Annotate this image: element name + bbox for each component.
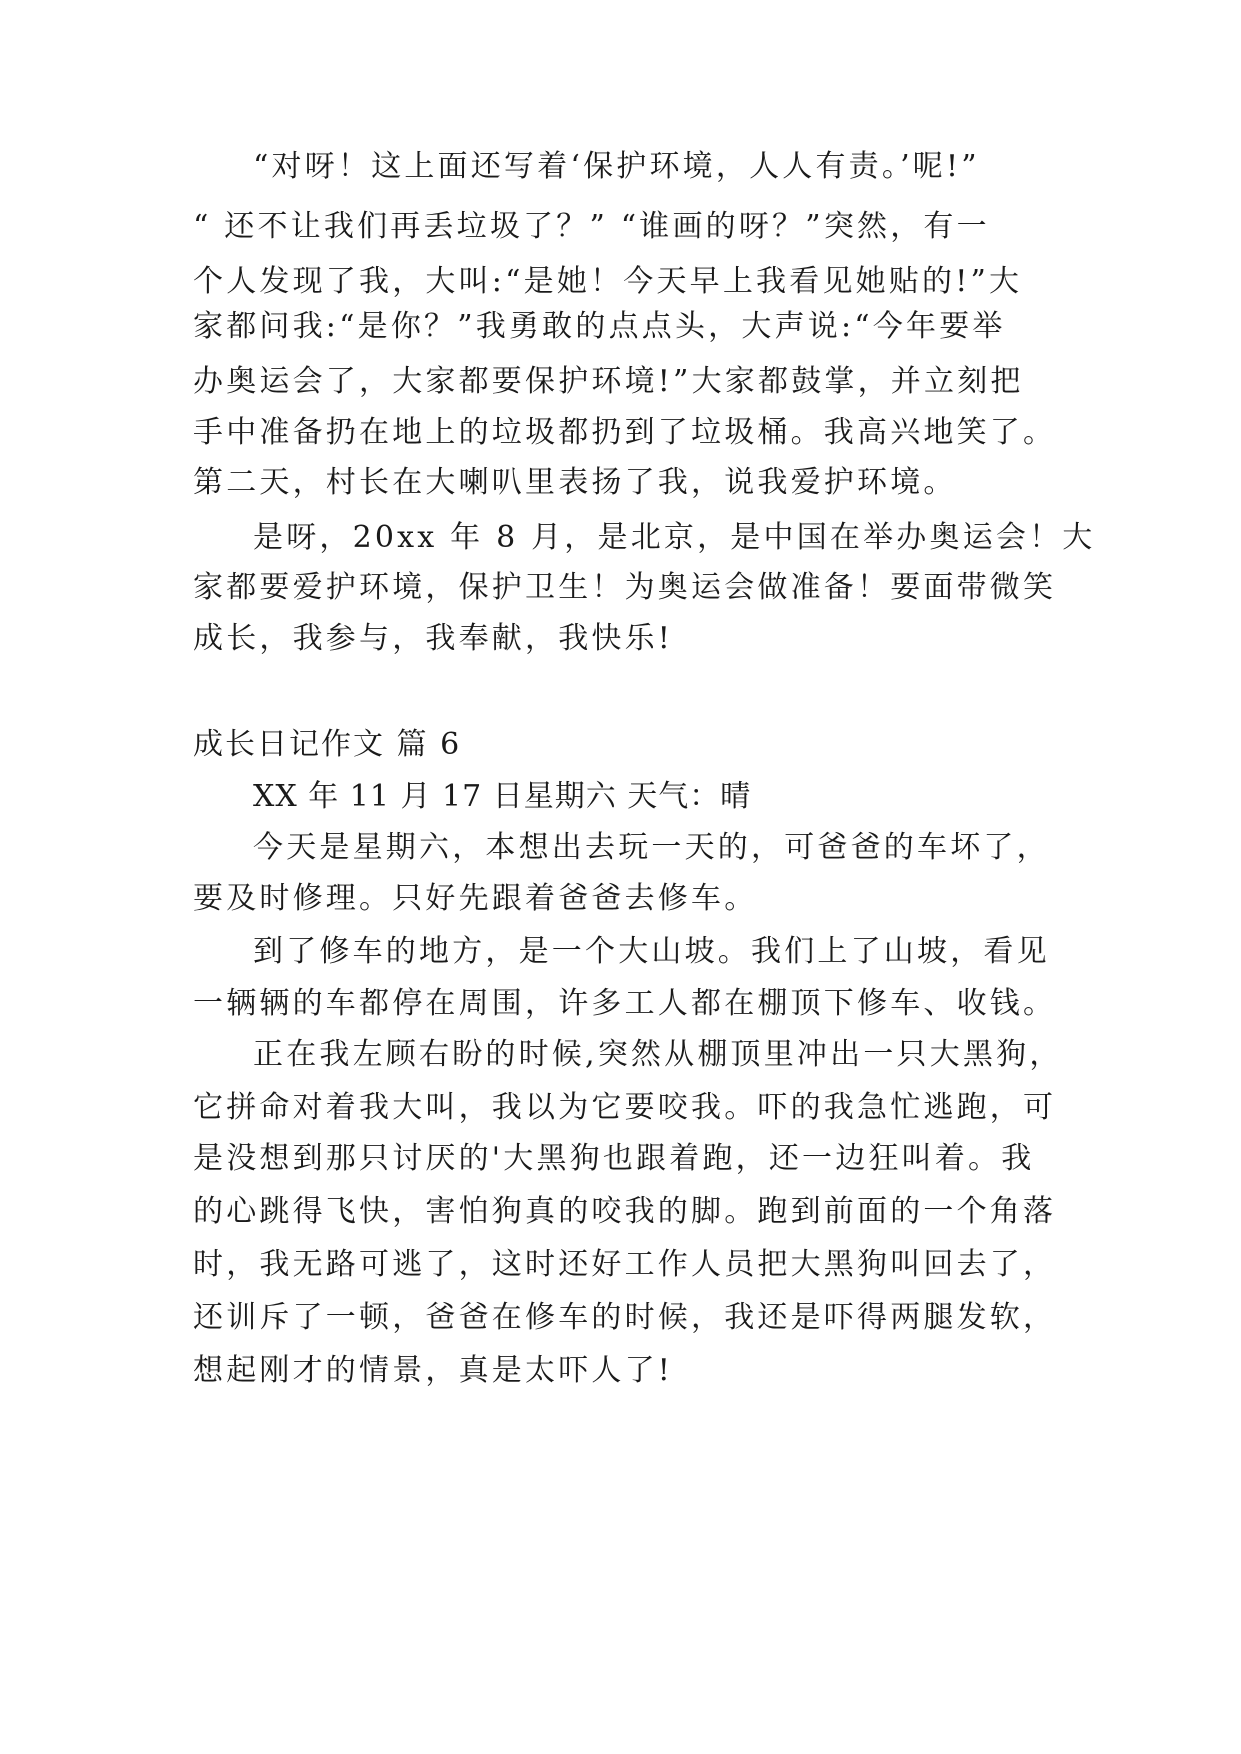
text-line: 要及时修理。只好先跟着爸爸去修车。 <box>193 881 758 916</box>
text-line: 成长，我参与，我奉献，我快乐! <box>193 621 674 656</box>
date-line: XX 年 11 月 17 日星期六 天气：晴 <box>253 779 752 814</box>
text-line: “对呀！这上面还写着‘保护环境，人人有责。’呢!” <box>253 149 980 184</box>
text-line: 是呀，20xx 年 8 月，是北京，是中国在举办奥运会！大 <box>253 520 1096 555</box>
text-line: “ 还不让我们再丢垃圾了？” “谁画的呀？”突然，有一 <box>193 209 990 244</box>
text-line: 正在我左顾右盼的时候,突然从棚顶里冲出一只大黑狗， <box>253 1037 1063 1072</box>
text-line: 它拼命对着我大叫，我以为它要咬我。吓的我急忙逃跑，可 <box>193 1090 1057 1125</box>
text-line: 的心跳得飞快，害怕狗真的咬我的脚。跑到前面的一个角落 <box>193 1194 1057 1229</box>
text-line: 手中准备扔在地上的垃圾都扔到了垃圾桶。我高兴地笑了。 <box>193 415 1057 450</box>
text-line: 想起刚才的情景，真是太吓人了! <box>193 1353 674 1388</box>
section-title: 成长日记作文 篇 6 <box>193 727 462 762</box>
text-line: 家都要爱护环境，保护卫生！为奥运会做准备！要面带微笑 <box>193 570 1057 605</box>
text-line: 今天是星期六，本想出去玩一天的，可爸爸的车坏了， <box>253 830 1050 865</box>
text-line: 时，我无路可逃了，这时还好工作人员把大黑狗叫回去了， <box>193 1247 1057 1282</box>
text-line: 个人发现了我，大叫:“是她！今天早上我看见她贴的!”大 <box>193 264 1023 299</box>
text-line: 是没想到那只讨厌的'大黑狗也跟着跑，还一边狂叫着。我 <box>193 1141 1035 1176</box>
text-line: 办奥运会了，大家都要保护环境!”大家都鼓掌，并立刻把 <box>193 364 1024 399</box>
text-line: 第二天，村长在大喇叭里表扬了我，说我爱护环境。 <box>193 465 957 500</box>
text-line: 到了修车的地方，是一个大山坡。我们上了山坡，看见 <box>253 934 1050 969</box>
text-line: 一辆辆的车都停在周围，许多工人都在棚顶下修车、收钱。 <box>193 986 1057 1021</box>
text-line: 家都问我:“是你？”我勇敢的点点头，大声说:“今年要举 <box>193 309 1006 344</box>
text-line: 还训斥了一顿，爸爸在修车的时候，我还是吓得两腿发软， <box>193 1300 1057 1335</box>
